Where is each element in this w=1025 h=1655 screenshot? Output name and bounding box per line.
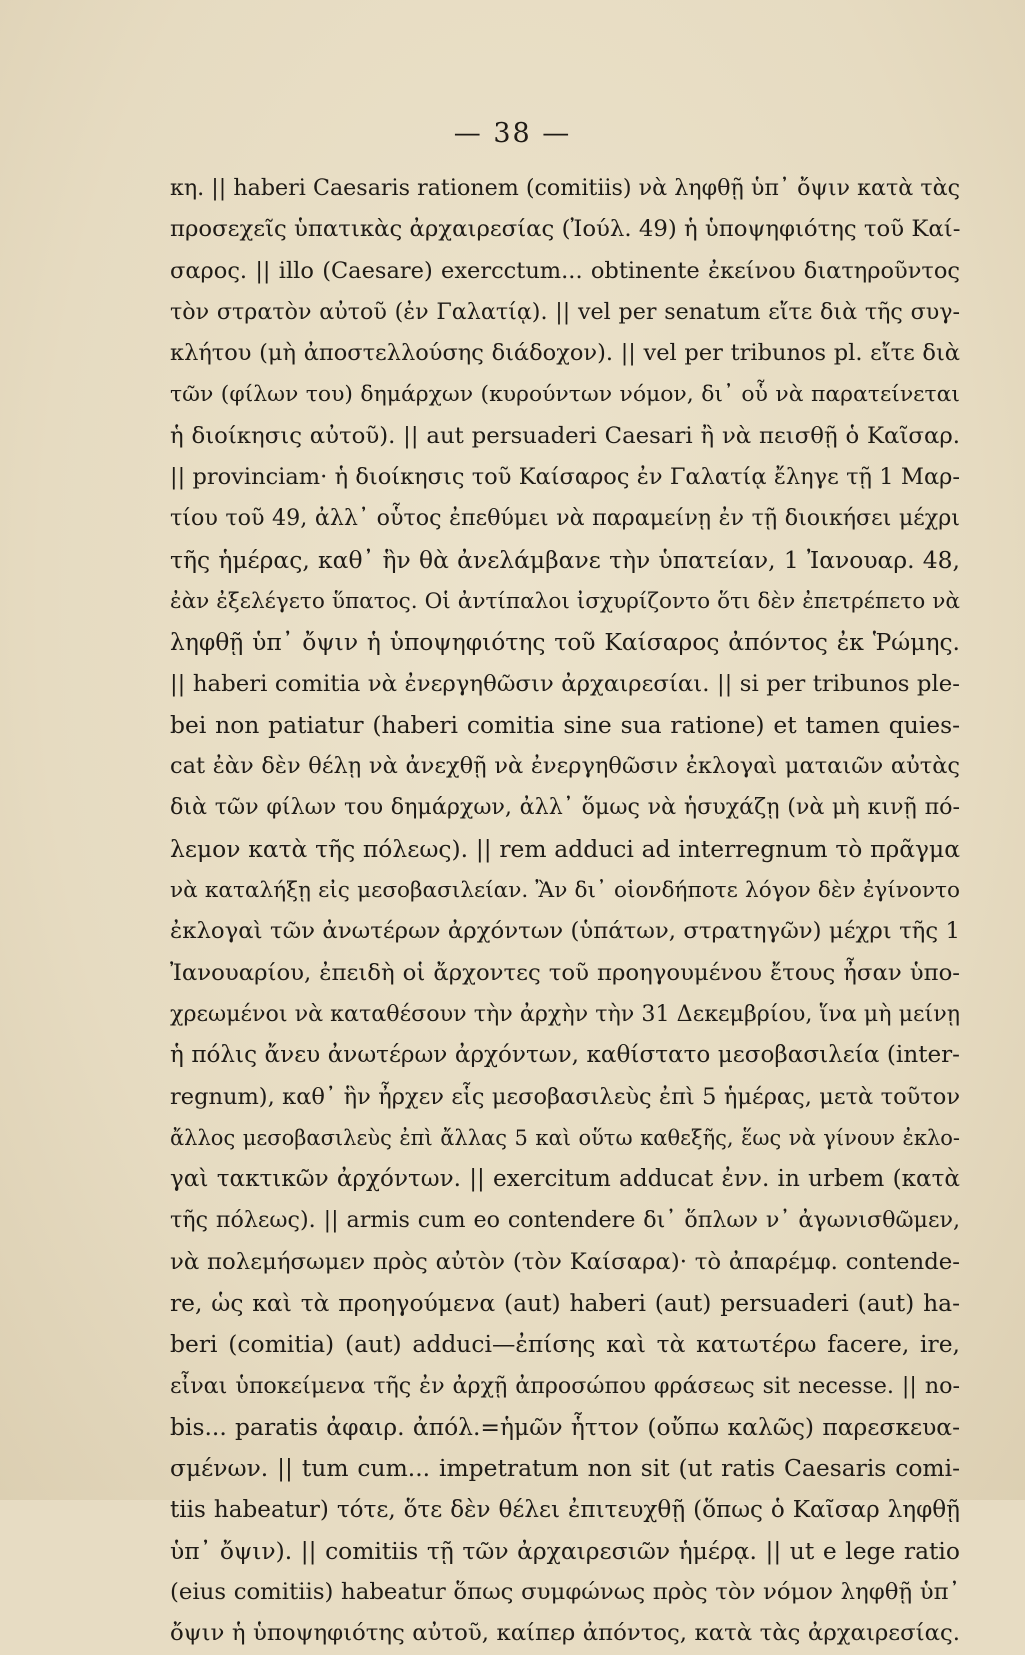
text-line: regnum), καθ᾽ ἣν ἦρχεν εἷς μεσοβασιλεὺς ἐπὶ 5 ἡμέρας, μετὰ τοῦτον xyxy=(170,1083,960,1110)
text-line: re, ὡς καὶ τὰ προηγούμενα (aut) haberi (aut) persuaderi (aut) ha- xyxy=(170,1289,960,1318)
text-line: ἐὰν ἐξελέγετο ὕπατος. Οἱ ἀντίπαλοι ἰσχυρίζοντο ὅτι δὲν ἐπετρέπετο νὰ xyxy=(170,588,960,614)
text-line: κη. || haberi Caesaris rationem (comitiis) νὰ ληφθῇ ὑπ᾽ ὄψιν κατὰ τὰς xyxy=(170,175,960,201)
text-line: σαρος. || illo (Caesare) exercctum... obtinente ἐκείνου διατηροῦντος xyxy=(170,257,960,284)
text-line: ἐκλογαὶ τῶν ἀνωτέρων ἀρχόντων (ὑπάτων, στρατηγῶν) μέχρι τῆς 1 xyxy=(170,918,960,945)
text-line: προσεχεῖς ὑπατικὰς ἀρχαιρεσίας (Ἰούλ. 49) ἡ ὑποψηφιότης τοῦ Καί- xyxy=(170,216,961,243)
text-line: ἄλλος μεσοβασιλεὺς ἐπὶ ἄλλας 5 καὶ οὕτω καθεξῆς, ἕως νὰ γίνουν ἐκλο- xyxy=(170,1125,960,1150)
text-line: cat ἐὰν δὲν θέλῃ νὰ ἀνεχθῇ νὰ ἐνεργηθῶσιν ἐκλογαὶ ματαιῶν αὐτὰς xyxy=(170,753,960,780)
text-line: ἡ πόλις ἄνευ ἀνωτέρων ἀρχόντων, καθίστατο μεσοβασιλεία (inter- xyxy=(170,1042,960,1069)
text-line: εἶναι ὑποκείμενα τῆς ἐν ἀρχῇ ἀπροσώπου φράσεως sit necesse. || no- xyxy=(170,1372,960,1399)
text-line: bis... paratis ἀφαιρ. ἀπόλ.=ἡμῶν ἧττον (οὔπω καλῶς) παρεσκευα- xyxy=(170,1412,960,1441)
text-line: τὸν στρατὸν αὐτοῦ (ἐν Γαλατίᾳ). || vel per senatum εἴτε διὰ τῆς συγ- xyxy=(170,298,960,325)
commentary-text xyxy=(170,168,960,1655)
text-line: γαὶ τακτικῶν ἀρχόντων. || exercitum adducat ἐνν. in urbem (κατὰ xyxy=(170,1166,960,1193)
text-line: ἡ διοίκησις αὐτοῦ). || aut persuaderi Caesari ἢ νὰ πεισθῇ ὁ Καῖσαρ. xyxy=(170,422,960,449)
text-line: tiis habeatur) τότε, ὅτε δὲν θέλει ἐπιτευχθῇ (ὅπως ὁ Καῖσαρ ληφθῇ xyxy=(170,1496,960,1523)
text-line: bei non patiatur (haberi comitia sine sua ratione) et tamen quies- xyxy=(170,710,960,739)
text-line: σμένων. || tum cum... impetratum non sit (ut ratis Caesaris comi- xyxy=(170,1454,960,1483)
text-line: νὰ καταλήξῃ εἰς μεσοβασιλείαν. Ἂν δι᾽ οἱονδήποτε λόγον δὲν ἐγίνοντο xyxy=(170,878,960,904)
text-line: λεμον κατὰ τῆς πόλεως). || rem adduci ad interregnum τὸ πρᾶγμα xyxy=(170,834,960,863)
text-line: τίου τοῦ 49, ἀλλ᾽ οὗτος ἐπεθύμει νὰ παραμείνῃ ἐν τῇ διοικήσει μέχρι xyxy=(170,505,960,532)
text-line: τῶν (φίλων του) δημάρχων (κυρούντων νόμον, δι᾽ οὗ νὰ παρατείνεται xyxy=(170,382,960,408)
text-line: || haberi comitia νὰ ἐνεργηθῶσιν ἀρχαιρεσίαι. || si per tribunos ple- xyxy=(170,670,960,697)
text-line: διὰ τῶν φίλων του δημάρχων, ἀλλ᾽ ὅμως νὰ ἡσυχάζῃ (νὰ μὴ κινῇ πό- xyxy=(170,794,960,821)
page-number: — 38 — xyxy=(453,118,572,149)
text-line: τῆς πόλεως). || armis cum eo contendere δι᾽ ὅπλων ν᾽ ἀγωνισθῶμεν, xyxy=(170,1207,960,1234)
text-line: (eius comitiis) habeatur ὅπως συμφώνως πρὸς τὸν νόμον ληφθῇ ὑπ᾽ xyxy=(170,1579,960,1606)
text-line: ὄψιν ἡ ὑποψηφιότης αὐτοῦ, καίπερ ἀπόντος, κατὰ τὰς ἀρχαιρεσίας. xyxy=(170,1620,960,1647)
text-line: χρεωμένοι νὰ καταθέσουν τὴν ἀρχὴν τὴν 31 Δεκεμβρίου, ἵνα μὴ μείνῃ xyxy=(170,1000,960,1027)
text-line: τῆς ἡμέρας, καθ᾽ ἣν θὰ ἀνελάμβανε τὴν ὑπατείαν, 1 Ἰανουαρ. 48, xyxy=(170,545,960,574)
text-line: Ἰανουαρίου, ἐπειδὴ οἱ ἄρχοντες τοῦ προηγουμένου ἔτους ἦσαν ὑπο- xyxy=(170,959,960,986)
text-line: || provinciam· ἡ διοίκησις τοῦ Καίσαρος ἐν Γαλατίᾳ ἔληγε τῇ 1 Μαρ- xyxy=(170,464,960,491)
text-line: νὰ πολεμήσωμεν πρὸς αὐτὸν (τὸν Καίσαρα)· τὸ ἀπαρέμφ. contende- xyxy=(170,1248,960,1275)
text-line: κλήτου (μὴ ἀποστελλούσης διάδοχον). || vel per tribunos pl. εἴτε διὰ xyxy=(170,340,960,367)
text-line: ὑπ᾽ ὄψιν). || comitiis τῇ τῶν ἀρχαιρεσιῶν ἡμέρᾳ. || ut e lege ratio xyxy=(170,1536,960,1565)
text-line: ληφθῇ ὑπ᾽ ὄψιν ἡ ὑποψηφιότης τοῦ Καίσαρος ἀπόντος ἐκ Ῥώμης. xyxy=(170,628,960,657)
text-line: beri (comitia) (aut) adduci—ἐπίσης καὶ τὰ κατωτέρω facere, ire, xyxy=(170,1330,960,1359)
